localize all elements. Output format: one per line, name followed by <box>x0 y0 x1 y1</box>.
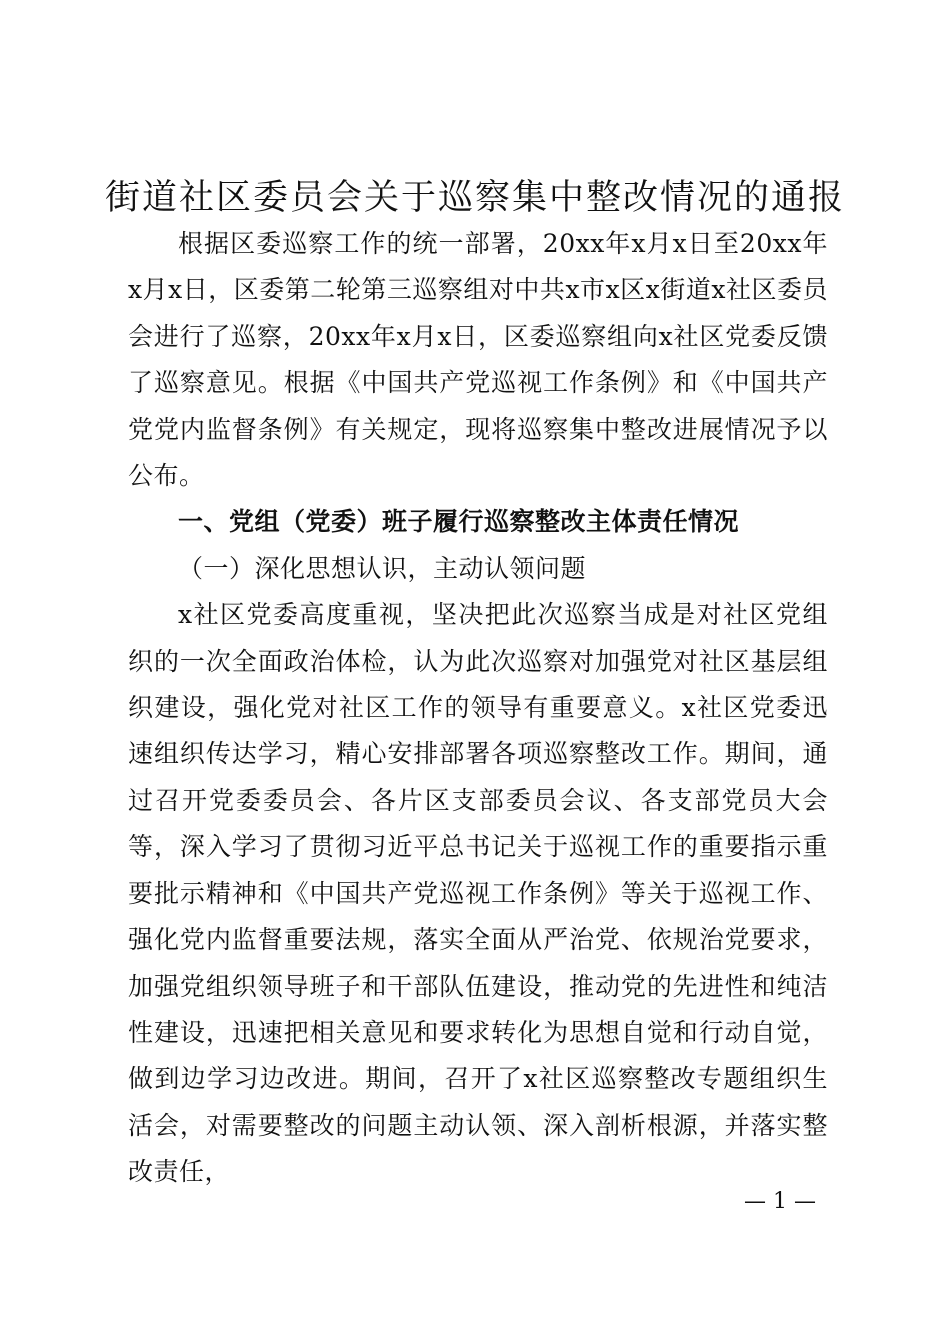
section-1-heading: 一、党组（党委）班子履行巡察整改主体责任情况 <box>178 507 740 537</box>
document-title: 街道社区委员会关于巡察集中整改情况的通报 <box>104 178 845 218</box>
document-body <box>128 221 828 1196</box>
subsection-1-heading: （一）深化思想认识，主动认领问题 <box>178 553 587 583</box>
page-number: — 1 — <box>744 1189 816 1214</box>
intro-paragraph: 根据区委巡察工作的统一部署，20xx年x月x日至20xx年x月x日，区委第二轮第三巡察组对中共x市x区x街道x社区委员会进行了巡察，20xx年x月x日，区委巡察组向x社区党委反馈了巡察意见。根据《中国共产党巡视工作条例》和《中国共产党党内监督条例》有关规定，现将巡察集中整改进展情况予以公布。 <box>128 229 828 491</box>
subsection-1-paragraph: x社区党委高度重视，坚决把此次巡察当成是对社区党组织的一次全面政治体检，认为此次巡察对加强党对社区基层组织建设，强化党对社区工作的领导有重要意义。x社区党委迅速组织传达学习，精心安排部署各项巡察整改工作。期间，通过召开党委委员会、各片区支部委员会议、各支部党员大会等，深入学习了贯彻习近平总书记关于巡视工作的重要指示重要批示精神和《中国共产党巡视工作条例》等关于巡视工作、强化党内监督重要法规，落实全面从严治党、依规治党要求，加强党组织领导班子和干部队伍建设，推动党的先进性和纯洁性建设，迅速把相关意见和要求转化为思想自觉和行动自觉，做到边学习边改进。期间，召开了x社区巡察整改专题组织生活会，对需要整改的问题主动认领、深入剖析根源，并落实整改责任， <box>128 600 828 1187</box>
